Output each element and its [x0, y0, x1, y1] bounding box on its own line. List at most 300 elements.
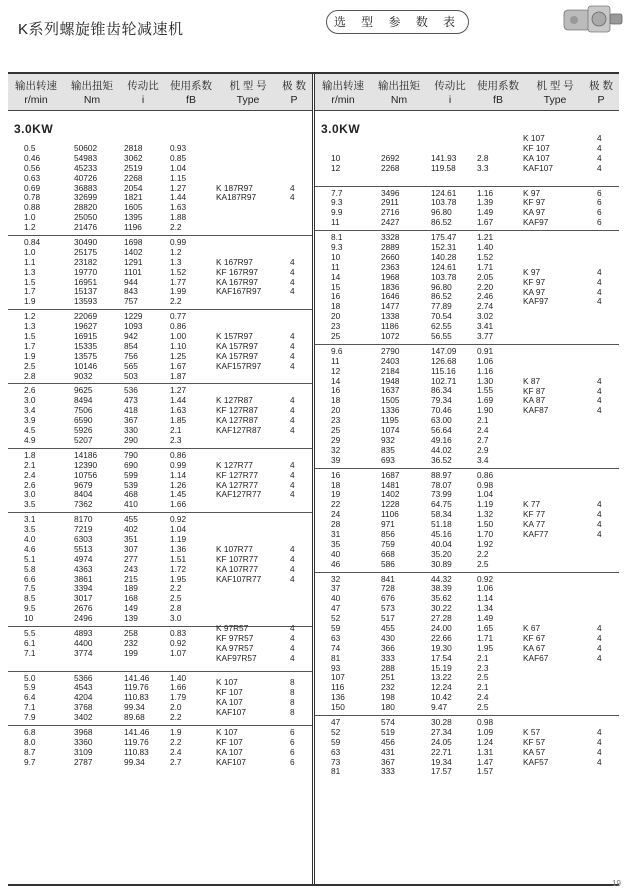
- speed-cell: 4.5: [24, 425, 36, 436]
- speed-cell: 5.1: [24, 553, 36, 564]
- table-row: [8, 164, 312, 174]
- speed-cell: 2.6: [24, 479, 36, 490]
- service-factor-cell: 1.95: [477, 642, 494, 653]
- model-poles: 4: [597, 756, 602, 767]
- ratio-cell: 86.34: [431, 385, 452, 396]
- model-type: KAF97: [523, 296, 549, 307]
- torque-cell: 456: [381, 736, 395, 747]
- torque-cell: 366: [381, 642, 395, 653]
- ratio-cell: 854: [124, 340, 138, 351]
- model-poles: 4: [290, 573, 295, 584]
- torque-cell: 455: [381, 622, 395, 633]
- speed-cell: 1.5: [24, 331, 36, 342]
- ratio-cell: 756: [124, 350, 138, 361]
- table-row: [315, 550, 619, 560]
- speed-cell: 4.9: [24, 434, 36, 445]
- model-poles: 4: [597, 296, 602, 307]
- model-type: K 167R97: [216, 256, 253, 267]
- model-poles: 4: [290, 340, 295, 351]
- speed-cell: 11: [331, 217, 340, 228]
- torque-cell: 8170: [74, 514, 93, 525]
- torque-cell: 3394: [74, 583, 93, 594]
- speed-cell: 3.0: [24, 395, 36, 406]
- torque-cell: 3328: [381, 232, 400, 243]
- torque-cell: 1948: [381, 375, 400, 386]
- model-poles: 4: [597, 266, 602, 277]
- torque-cell: 2496: [74, 613, 93, 624]
- ratio-cell: 51.18: [431, 519, 452, 530]
- model-poles: 4: [290, 459, 295, 470]
- model-type: KF 57: [523, 736, 546, 747]
- ratio-cell: 147.09: [431, 345, 457, 356]
- table-row: [8, 525, 312, 535]
- model-poles: 6: [597, 197, 602, 208]
- service-factor-cell: 1.14: [477, 593, 494, 604]
- ratio-cell: 96.80: [431, 207, 452, 218]
- torque-cell: 333: [381, 652, 395, 663]
- torque-cell: 2403: [381, 355, 400, 366]
- service-factor-cell: 1.27: [170, 385, 187, 396]
- table-row: [8, 436, 312, 446]
- model-entry: [216, 426, 306, 436]
- speed-cell: 81: [331, 766, 341, 777]
- ratio-cell: 175.47: [431, 232, 457, 243]
- torque-cell: 693: [381, 454, 395, 465]
- service-factor-cell: 2.9: [477, 444, 489, 455]
- model-poles: 4: [290, 632, 295, 643]
- speed-cell: 7.5: [24, 583, 36, 594]
- gearbox-group: [315, 230, 619, 344]
- service-factor-cell: 0.92: [170, 514, 187, 525]
- model-type: KA 77: [523, 519, 546, 530]
- service-factor-cell: 1.04: [170, 524, 187, 535]
- service-factor-cell: 2.8: [170, 603, 182, 614]
- speed-cell: 25: [331, 331, 341, 342]
- speed-cell: 32: [331, 573, 341, 584]
- service-factor-cell: 1.77: [170, 276, 187, 287]
- service-factor-cell: 0.93: [170, 143, 187, 153]
- table-row: [315, 594, 619, 604]
- table-row: [315, 614, 619, 624]
- service-factor-cell: 2.2: [170, 736, 182, 747]
- service-factor-cell: 1.52: [477, 251, 494, 262]
- speed-cell: 63: [331, 632, 341, 643]
- service-factor-cell: 1.87: [170, 370, 187, 381]
- speed-cell: 16: [331, 385, 341, 396]
- model-poles: 8: [290, 687, 295, 698]
- ratio-cell: 119.58: [431, 162, 456, 173]
- service-factor-cell: 1.27: [170, 182, 187, 193]
- service-factor-cell: 1.19: [477, 499, 494, 510]
- ratio-cell: 110.83: [124, 692, 149, 703]
- model-type: KA 97R57: [216, 642, 254, 653]
- torque-cell: 517: [381, 613, 395, 624]
- speed-cell: 1.9: [24, 296, 36, 307]
- model-poles: 4: [290, 182, 295, 193]
- ratio-cell: 1101: [124, 266, 142, 277]
- ratio-cell: 44.32: [431, 573, 452, 584]
- model-poles: 4: [597, 286, 602, 297]
- torque-cell: 36883: [74, 182, 98, 193]
- service-factor-cell: 2.1: [477, 682, 489, 693]
- ratio-cell: 78.07: [431, 479, 452, 490]
- service-factor-cell: 1.9: [170, 726, 182, 737]
- table-row: [8, 248, 312, 258]
- model-type: KAF77: [523, 528, 549, 539]
- table-row: [8, 213, 312, 223]
- table-row: [8, 500, 312, 510]
- model-type: KF 77: [523, 509, 546, 520]
- torque-cell: 25050: [74, 212, 98, 223]
- ratio-cell: 2054: [124, 182, 143, 193]
- model-type: KF 127R87: [216, 405, 258, 416]
- ratio-cell: 119.76: [124, 682, 149, 693]
- torque-cell: 4893: [74, 627, 93, 638]
- service-factor-cell: 3.0: [170, 613, 182, 624]
- power-label: 3.0KW: [14, 122, 54, 136]
- table-row: [315, 456, 619, 466]
- torque-cell: 15335: [74, 340, 98, 351]
- model-type: K 87: [523, 375, 541, 386]
- torque-cell: 3861: [74, 573, 93, 584]
- table-row: [315, 347, 619, 357]
- ratio-cell: 3062: [124, 152, 143, 163]
- speed-cell: 32: [331, 444, 341, 455]
- torque-cell: 7219: [74, 524, 93, 535]
- speed-cell: 52: [331, 726, 341, 737]
- service-factor-cell: 2.5: [477, 558, 489, 569]
- torque-cell: 4204: [74, 692, 93, 703]
- speed-cell: 3.5: [24, 524, 36, 535]
- model-poles: 4: [597, 375, 602, 386]
- table-row: [8, 614, 312, 624]
- model-entry: [216, 490, 306, 500]
- model-poles: 4: [597, 152, 602, 163]
- speed-cell: 5.5: [24, 627, 36, 638]
- speed-cell: 14: [331, 375, 341, 386]
- torque-cell: 8404: [74, 489, 93, 500]
- model-list: [216, 396, 306, 436]
- ratio-cell: 13.22: [431, 672, 452, 683]
- ratio-cell: 35.62: [431, 593, 452, 604]
- torque-cell: 1195: [381, 415, 399, 426]
- table-row: [315, 243, 619, 253]
- table-row: [315, 312, 619, 322]
- model-list: [523, 134, 613, 174]
- ratio-cell: 64.75: [431, 499, 452, 510]
- ratio-cell: 473: [124, 395, 138, 406]
- speed-cell: 29: [331, 434, 341, 445]
- model-type: KAF107: [523, 162, 553, 173]
- gearbox-group: [8, 235, 312, 309]
- gearbox-group: [8, 383, 312, 447]
- speed-cell: 18: [331, 479, 341, 490]
- gearbox-group: [8, 671, 312, 725]
- service-factor-cell: 3.77: [477, 331, 494, 342]
- ratio-cell: 30.28: [431, 716, 452, 727]
- torque-cell: 2790: [381, 345, 400, 356]
- service-factor-cell: 2.74: [477, 301, 494, 312]
- speed-cell: 8.0: [24, 736, 36, 747]
- service-factor-cell: 1.25: [170, 350, 187, 361]
- ratio-cell: 44.02: [431, 444, 452, 455]
- model-list: [216, 332, 306, 372]
- model-type: KAF157R97: [216, 360, 262, 371]
- speed-cell: 7.7: [331, 187, 343, 198]
- torque-cell: 22069: [74, 311, 98, 322]
- torque-cell: 1072: [381, 331, 400, 342]
- service-factor-cell: 1.67: [170, 360, 187, 371]
- ratio-cell: 110.83: [124, 746, 149, 757]
- speed-cell: 107: [331, 672, 345, 683]
- torque-cell: 1477: [381, 301, 400, 312]
- model-entry: [523, 654, 613, 664]
- ratio-cell: 536: [124, 385, 138, 396]
- model-poles: 4: [290, 543, 295, 554]
- service-factor-cell: 1.95: [170, 573, 187, 584]
- model-type: KF 97R57: [216, 632, 254, 643]
- torque-cell: 5513: [74, 543, 93, 554]
- model-type: K 97R57: [216, 623, 249, 634]
- service-factor-cell: 1.90: [477, 405, 494, 416]
- model-type: K 107R77: [216, 543, 253, 554]
- service-factor-cell: 1.36: [170, 543, 187, 554]
- ratio-cell: 62.55: [431, 321, 452, 332]
- model-type: KF 107: [216, 736, 243, 747]
- service-factor-cell: 1.92: [477, 538, 494, 549]
- speed-cell: 9.9: [331, 207, 343, 218]
- service-factor-cell: 1.31: [477, 746, 494, 757]
- torque-cell: 10756: [74, 469, 98, 480]
- model-poles: 4: [597, 652, 602, 663]
- speed-cell: 10: [24, 613, 34, 624]
- gearbox-group: [8, 448, 312, 512]
- service-factor-cell: 1.52: [170, 266, 187, 277]
- speed-cell: 23: [331, 415, 341, 426]
- ratio-cell: 1291: [124, 256, 143, 267]
- ratio-cell: 24.05: [431, 736, 452, 747]
- torque-cell: 13593: [74, 296, 98, 307]
- table-row: [8, 223, 312, 233]
- model-entry: [216, 362, 306, 372]
- table-row: [8, 144, 312, 154]
- model-type: K 107: [216, 677, 238, 688]
- speed-cell: 4.6: [24, 543, 36, 554]
- model-type: KAF107: [216, 707, 246, 718]
- speed-cell: 40: [331, 548, 341, 559]
- model-poles: 4: [290, 642, 295, 653]
- speed-cell: 24: [331, 509, 341, 520]
- torque-cell: 3774: [74, 647, 93, 658]
- table-row: [315, 664, 619, 674]
- ratio-cell: 102.71: [431, 375, 457, 386]
- speed-cell: 8.7: [24, 746, 36, 757]
- table-row: [8, 584, 312, 594]
- speed-cell: 1.0: [24, 212, 36, 223]
- ratio-cell: 1605: [124, 202, 143, 213]
- ratio-cell: 277: [124, 553, 138, 564]
- ratio-cell: 77.89: [431, 301, 452, 312]
- service-factor-cell: 2.7: [170, 756, 182, 767]
- table-row: [315, 604, 619, 614]
- table-row: [315, 471, 619, 481]
- model-type: KA 97: [523, 286, 546, 297]
- torque-cell: 198: [381, 692, 395, 703]
- model-list: [523, 728, 613, 768]
- model-type: K 157R97: [216, 331, 253, 342]
- service-factor-cell: 1.06: [477, 583, 494, 594]
- torque-cell: 2427: [381, 217, 400, 228]
- speed-cell: 1.3: [24, 266, 36, 277]
- service-factor-cell: 1.00: [170, 331, 187, 342]
- speed-cell: 73: [331, 756, 341, 767]
- ratio-cell: 103.78: [431, 197, 457, 208]
- speed-cell: 0.69: [24, 182, 41, 193]
- model-poles: 4: [597, 405, 602, 416]
- service-factor-cell: 2.5: [170, 593, 182, 604]
- service-factor-cell: 2.2: [170, 583, 182, 594]
- model-type: KAF57: [523, 756, 549, 767]
- ratio-cell: 38.39: [431, 583, 452, 594]
- torque-cell: 15137: [74, 286, 98, 297]
- torque-cell: 333: [381, 766, 395, 777]
- model-poles: 4: [290, 360, 295, 371]
- model-poles: 4: [597, 726, 602, 737]
- torque-cell: 431: [381, 746, 395, 757]
- ratio-cell: 45.16: [431, 528, 452, 539]
- gearbox-image: [562, 2, 626, 36]
- model-type: KA 107: [216, 746, 243, 757]
- table-row: [315, 446, 619, 456]
- service-factor-cell: 1.26: [170, 479, 187, 490]
- torque-cell: 1228: [381, 499, 400, 510]
- gearbox-group: [315, 715, 619, 779]
- ratio-cell: 351: [124, 533, 138, 544]
- torque-cell: 5207: [74, 434, 93, 445]
- torque-cell: 14186: [74, 449, 98, 460]
- service-factor-cell: 1.71: [477, 261, 494, 272]
- speed-cell: 1.7: [24, 286, 36, 297]
- ratio-cell: 126.68: [431, 355, 457, 366]
- ratio-cell: 189: [124, 583, 138, 594]
- model-poles: 4: [290, 553, 295, 564]
- speed-cell: 6.8: [24, 726, 36, 737]
- torque-cell: 288: [381, 662, 395, 673]
- torque-cell: 2363: [381, 261, 400, 272]
- model-type: KA 87: [523, 395, 546, 406]
- service-factor-cell: 2.2: [477, 548, 489, 559]
- model-list: [523, 500, 613, 540]
- service-factor-cell: 2.46: [477, 291, 494, 302]
- model-type: K 127R77: [216, 459, 253, 470]
- torque-cell: 7362: [74, 499, 93, 510]
- speed-cell: 1.2: [24, 222, 36, 233]
- ratio-cell: 79.34: [431, 395, 452, 406]
- torque-cell: 40726: [74, 172, 98, 183]
- torque-cell: 9032: [74, 370, 93, 381]
- model-poles: 4: [290, 563, 295, 574]
- selection-table: [8, 72, 619, 886]
- torque-cell: 367: [381, 756, 395, 767]
- model-type: KA 107: [216, 697, 243, 708]
- service-factor-cell: 1.55: [477, 385, 494, 396]
- ratio-cell: 2268: [124, 172, 143, 183]
- gearbox-group: [8, 142, 312, 235]
- speed-cell: 23: [331, 321, 341, 332]
- table-row: [8, 386, 312, 396]
- gearbox-group: [8, 309, 312, 383]
- torque-cell: 3496: [381, 187, 400, 198]
- speed-cell: 6.6: [24, 573, 36, 584]
- ratio-cell: 103.78: [431, 271, 457, 282]
- service-factor-cell: 1.34: [477, 603, 494, 614]
- ratio-cell: 96.80: [431, 281, 452, 292]
- speed-cell: 4.0: [24, 533, 36, 544]
- model-list: [216, 461, 306, 501]
- service-factor-cell: 1.39: [477, 197, 494, 208]
- right-table-column: [315, 74, 619, 884]
- torque-cell: 586: [381, 558, 395, 569]
- ratio-cell: 24.00: [431, 622, 452, 633]
- ratio-cell: 330: [124, 425, 138, 436]
- torque-cell: 3360: [74, 736, 93, 747]
- model-type: KA 127R77: [216, 479, 258, 490]
- model-list: [523, 268, 613, 308]
- torque-cell: 430: [381, 632, 395, 643]
- ratio-cell: 290: [124, 434, 138, 445]
- service-factor-cell: 1.06: [477, 355, 494, 366]
- speed-cell: 0.46: [24, 152, 41, 163]
- speed-cell: 63: [331, 746, 341, 757]
- torque-cell: 519: [381, 726, 395, 737]
- ratio-cell: 2519: [124, 162, 143, 173]
- service-factor-cell: 0.77: [170, 311, 187, 322]
- model-entry: [216, 287, 306, 297]
- ratio-cell: 307: [124, 543, 138, 554]
- model-type: KAF127R77: [216, 489, 262, 500]
- service-factor-cell: 1.45: [170, 489, 187, 500]
- speed-cell: 116: [331, 682, 345, 693]
- service-factor-cell: 0.86: [170, 321, 187, 332]
- model-type: K 97: [523, 187, 541, 198]
- ratio-cell: 56.64: [431, 425, 452, 436]
- ratio-cell: 22.71: [431, 746, 452, 757]
- torque-cell: 4400: [74, 637, 93, 648]
- model-type: KA 167R97: [216, 276, 258, 287]
- ratio-cell: 1093: [124, 321, 143, 332]
- table-row: [8, 203, 312, 213]
- gearbox-group: [8, 512, 312, 626]
- model-poles: 4: [597, 632, 602, 643]
- ratio-cell: 168: [124, 593, 138, 604]
- table-row: [8, 372, 312, 382]
- speed-cell: 3.9: [24, 415, 36, 426]
- service-factor-cell: 1.2: [170, 246, 182, 257]
- torque-cell: 1106: [381, 509, 399, 520]
- model-type: K 77: [523, 499, 541, 510]
- speed-cell: 0.84: [24, 237, 41, 248]
- ratio-cell: 17.54: [431, 652, 452, 663]
- model-poles: 4: [597, 143, 602, 153]
- model-poles: 8: [290, 707, 295, 718]
- model-entry: [523, 218, 613, 228]
- service-factor-cell: 2.2: [170, 222, 182, 233]
- gearbox-group: [315, 186, 619, 231]
- service-factor-cell: 1.65: [477, 622, 494, 633]
- table-row: [8, 604, 312, 614]
- service-factor-cell: 2.1: [477, 652, 489, 663]
- torque-cell: 971: [381, 519, 395, 530]
